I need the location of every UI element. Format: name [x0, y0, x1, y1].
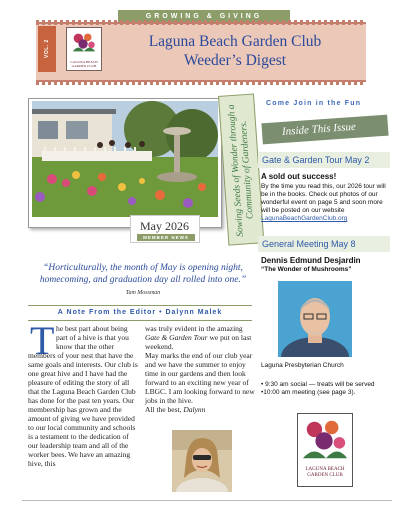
col2-text-a: was truly evident in the amazing — [145, 324, 243, 333]
meeting-heading: General Meeting May 8 — [258, 236, 390, 252]
editor-photo — [172, 430, 232, 492]
garden-photo — [32, 101, 218, 217]
col2-text-c: May marks the end of our club year and we have the summer to enjoy time in our gardens and then look forward to an exciting new year of LBGC. I am looking forward to new jobs in the hive. — [145, 351, 255, 405]
flower-logo-icon — [69, 30, 99, 54]
issue-date: May 2026 — [140, 219, 189, 233]
volume-tag: VOL. 2 — [38, 26, 56, 72]
footer-rule — [22, 500, 392, 501]
col1-body: members of your nest that have the same goals and interests. Our club is one great hive and I have had the pleasure of editing the story of all that the Laguna Beach Garden Club has done for the past ten years. Our membership has grown and the amount of giving we have provided to our local community and schools is a testament to the dedication of our leadership team and all of the worker bees. We have an amazing hive, this — [28, 351, 138, 468]
editor-rule-top — [28, 305, 252, 306]
col2-signoff: All the best, — [145, 405, 184, 414]
logo-text: LAGUNA BEACH GARDEN CLUB — [70, 60, 98, 68]
editor-column-1 — [28, 324, 140, 468]
editor-signature: Dalynn — [183, 405, 206, 414]
club-logo — [66, 27, 102, 71]
member-news-label: MEMBER NEWS — [137, 234, 195, 241]
top-band: GROWING & GIVING — [118, 10, 290, 24]
speaker-topic: “The Wonder of Mushrooms” — [261, 266, 352, 273]
quote-text: “Horticulturally, the month of May is opening night, homecoming, and graduation day all rolled into one.” — [39, 263, 247, 285]
col1-line3: know that the other — [56, 342, 115, 351]
masthead-border-top — [36, 20, 366, 25]
masthead-border-bottom — [36, 80, 366, 85]
speaker-portrait-image — [278, 281, 352, 357]
sold-out-headline: A sold out success! — [261, 172, 337, 181]
speaker-photo — [278, 281, 352, 357]
website-link[interactable]: LagunaBeachGardenClub.org — [261, 215, 348, 222]
book-title: LAGUNA BEACH GARDEN CLUB — [305, 467, 345, 478]
meeting-schedule: • 9:30 am social — treats will be served •10:00 am meeting (see page 3). — [261, 381, 375, 396]
editor-portrait-image — [172, 430, 232, 492]
tour-body — [261, 183, 389, 223]
editor-heading: A Note From the Editor • Dalynn Malek — [57, 309, 223, 316]
club-name: Laguna Beach Garden Club — [148, 33, 322, 50]
speaker-name: Dennis Edmund Desjardin — [261, 256, 361, 265]
book-cover-art — [301, 417, 349, 461]
newsletter-title — [104, 32, 366, 70]
quote — [34, 262, 252, 299]
editor-rule-bottom — [28, 320, 252, 321]
tour-body-text: By the time you read this, our 2026 tour will be in the books. Check out photos of our wonderful event on page 5 and soon more will be posted on our website — [261, 183, 386, 214]
col1-line1: he best part about being — [56, 324, 128, 333]
quote-author: Tam Mossman — [125, 290, 161, 296]
col1-line2: part of a hive is that you — [56, 333, 129, 342]
col2-tour-name: Gate & Garden Tour — [145, 333, 208, 342]
editor-column-2 — [145, 324, 255, 414]
tagline: Sowing Seeds of Wonder through a Community of Gardeners. — [226, 104, 256, 238]
garden-scene-image — [32, 101, 218, 217]
book-cover — [297, 413, 353, 487]
inside-this-issue-tab: Inside This Issue — [261, 115, 388, 145]
come-join-text: Come Join in the Fun — [266, 100, 362, 107]
tour-heading: Gate & Garden Tour May 2 — [258, 152, 390, 168]
newsletter-name: Weeder’s Digest — [183, 52, 287, 69]
col2-text-b: we put on last weekend. — [145, 333, 252, 351]
meeting-location: Laguna Presbyterian Church — [261, 362, 344, 369]
drop-cap: T — [30, 318, 55, 363]
